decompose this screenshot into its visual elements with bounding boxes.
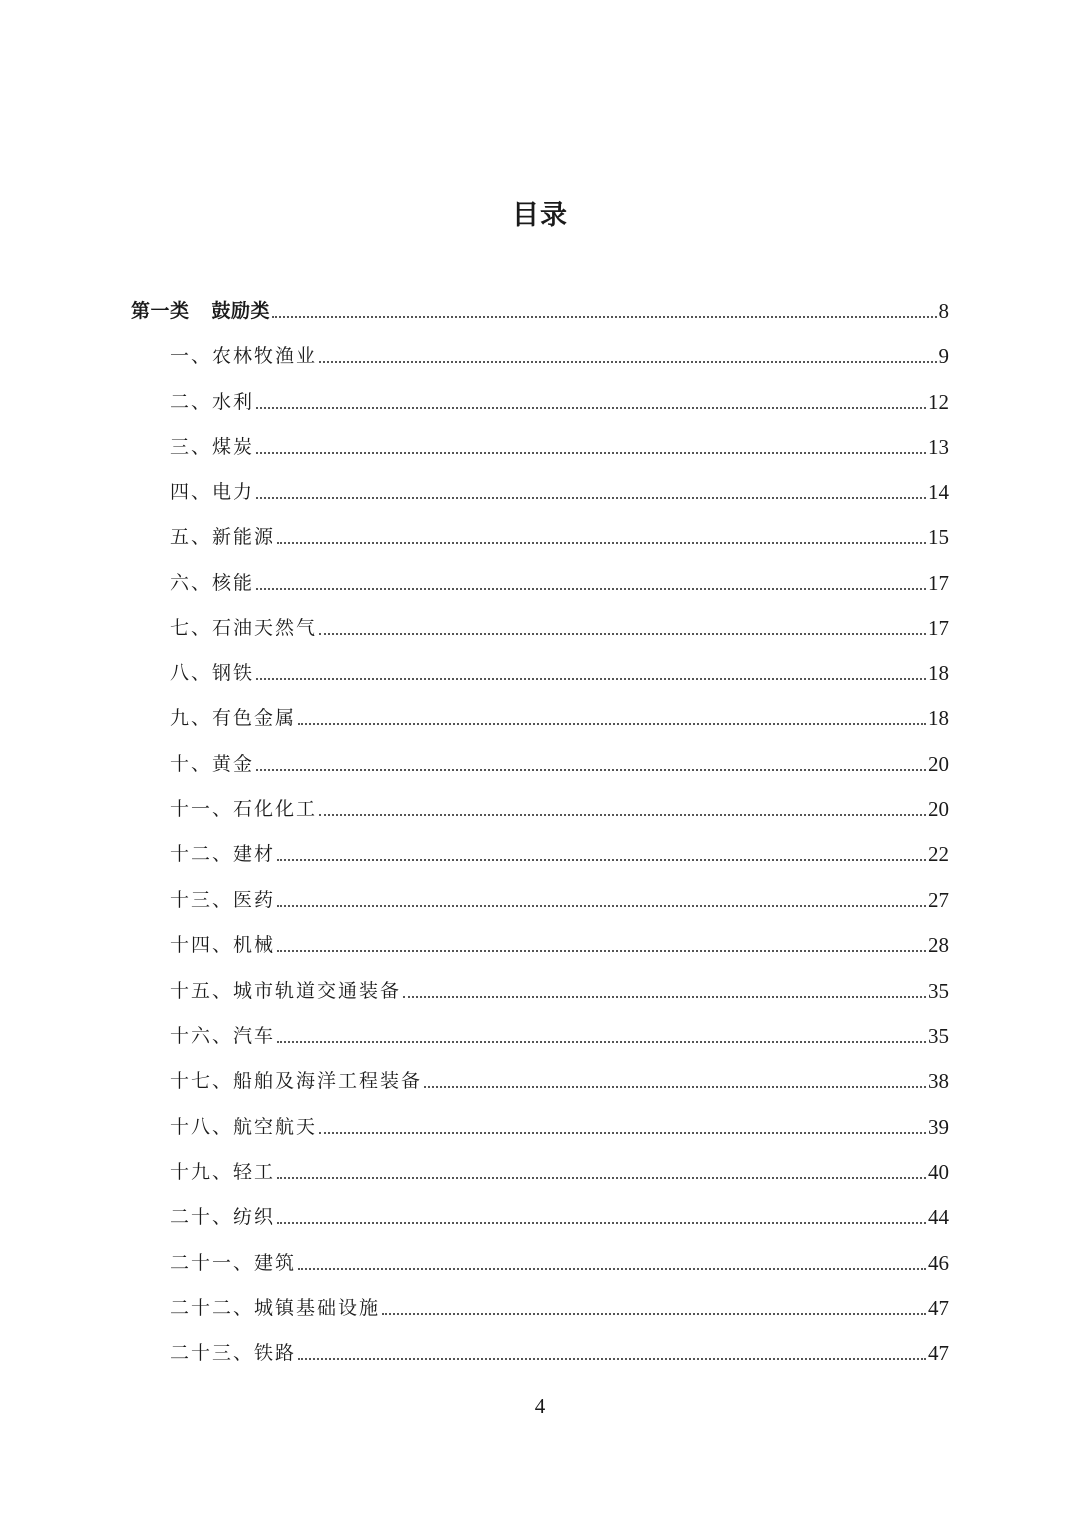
toc-page-number: 17 — [928, 616, 949, 640]
toc-leader-dots — [298, 1267, 926, 1270]
toc-entry[interactable] — [170, 388, 949, 416]
toc-entry-label: 十七、船舶及海洋工程装备 — [170, 1070, 423, 1092]
toc-leader-dots — [277, 949, 926, 952]
toc-entry[interactable] — [170, 840, 949, 868]
toc-entry-label: 十五、城市轨道交通装备 — [170, 980, 402, 1002]
toc-page-number: 20 — [928, 797, 949, 821]
toc-entry[interactable] — [170, 977, 949, 1005]
toc-entry-label: 十二、建材 — [170, 843, 276, 865]
toc-entry-label: 二、水利 — [170, 391, 255, 413]
toc-entry-label: 十三、医药 — [170, 889, 276, 911]
toc-section-number: 第一类 — [131, 300, 190, 322]
toc-entry[interactable] — [170, 1339, 949, 1367]
toc-entry-label: 十六、汽车 — [170, 1025, 276, 1047]
toc-page-number: 35 — [928, 1024, 949, 1048]
toc-page-number: 12 — [928, 390, 949, 414]
toc-page-number: 39 — [928, 1115, 949, 1139]
toc-entry-label: 二十、纺织 — [170, 1206, 276, 1228]
page-title: 目录 — [512, 200, 568, 231]
toc-leader-dots — [382, 1312, 926, 1315]
toc-section-title: 鼓励类 — [211, 300, 271, 322]
toc-entry[interactable] — [170, 342, 949, 370]
toc-page-number: 27 — [928, 888, 949, 912]
toc-page-number: 20 — [928, 752, 949, 776]
toc-entry[interactable] — [170, 795, 949, 823]
toc-leader-dots — [277, 1040, 926, 1043]
toc-entry[interactable] — [170, 569, 949, 597]
toc-leader-dots — [319, 360, 936, 363]
toc-leader-dots — [256, 677, 926, 680]
toc-page-number: 22 — [928, 842, 949, 866]
toc-leader-dots — [277, 541, 926, 544]
toc-leader-dots — [256, 496, 926, 499]
toc-entry[interactable] — [170, 478, 949, 506]
toc-leader-dots — [256, 406, 926, 409]
toc-leader-dots — [277, 1221, 926, 1224]
toc-leader-dots — [277, 1176, 926, 1179]
toc-entry[interactable] — [170, 1203, 949, 1231]
toc-leader-dots — [403, 995, 926, 998]
toc-section-heading[interactable] — [131, 297, 949, 325]
toc-entry[interactable] — [170, 614, 949, 642]
toc-entry-label: 七、石油天然气 — [170, 617, 318, 639]
toc-entry-label: 十、黄金 — [170, 753, 255, 775]
toc-entry[interactable] — [170, 1022, 949, 1050]
toc-page-number: 14 — [928, 480, 949, 504]
toc-entry[interactable] — [170, 659, 949, 687]
toc-leader-dots — [256, 768, 926, 771]
toc-page-number: 13 — [928, 435, 949, 459]
toc-leader-dots — [277, 904, 926, 907]
toc-entry-label: 五、新能源 — [170, 526, 276, 548]
toc-page-number: 47 — [928, 1341, 949, 1365]
toc-entry-label: 一、农林牧渔业 — [170, 345, 318, 367]
toc-entry[interactable] — [170, 1067, 949, 1095]
toc-page-number: 18 — [928, 661, 949, 685]
toc-page-number: 28 — [928, 933, 949, 957]
toc-leader-dots — [256, 587, 926, 590]
toc-section-label — [131, 297, 270, 325]
toc-entry-label: 二十一、建筑 — [170, 1252, 297, 1274]
toc-leader-dots — [256, 451, 926, 454]
toc-entry-label: 十四、机械 — [170, 934, 276, 956]
toc-entry-label: 八、钢铁 — [170, 662, 255, 684]
toc-entry-label: 九、有色金属 — [170, 707, 297, 729]
toc-leader-dots — [319, 813, 926, 816]
toc-leader-dots — [319, 1131, 926, 1134]
toc-entry[interactable] — [170, 433, 949, 461]
toc-entry[interactable] — [170, 886, 949, 914]
toc-entry-label: 二十二、城镇基础设施 — [170, 1297, 381, 1319]
toc-page-number: 17 — [928, 571, 949, 595]
toc-entry-label: 十九、轻工 — [170, 1161, 276, 1183]
toc-leader-dots — [298, 722, 926, 725]
toc-leader-dots — [277, 858, 926, 861]
toc-entry-label: 四、电力 — [170, 481, 255, 503]
toc-entry[interactable] — [170, 1249, 949, 1277]
toc-entry[interactable] — [170, 750, 949, 778]
toc-page-number: 8 — [938, 299, 949, 323]
toc-page-number: 15 — [928, 525, 949, 549]
toc-leader-dots — [272, 315, 936, 318]
toc-entry[interactable] — [170, 523, 949, 551]
toc-page-number: 44 — [928, 1205, 949, 1229]
toc-page-number: 38 — [928, 1069, 949, 1093]
toc-entry-label: 十一、石化化工 — [170, 798, 318, 820]
toc-entry-label: 十八、航空航天 — [170, 1116, 318, 1138]
toc-entry[interactable] — [170, 1113, 949, 1141]
toc-entry-label: 三、煤炭 — [170, 436, 255, 458]
toc-entry[interactable] — [170, 1158, 949, 1186]
toc-leader-dots — [298, 1357, 926, 1360]
toc-entry-label: 二十三、铁路 — [170, 1342, 297, 1364]
toc-entry-label: 六、核能 — [170, 572, 255, 594]
toc-page-number: 40 — [928, 1160, 949, 1184]
toc-page-number: 46 — [928, 1251, 949, 1275]
toc-page-number: 35 — [928, 979, 949, 1003]
page-footer-number: 4 — [534, 1394, 546, 1418]
toc-leader-dots — [424, 1085, 926, 1088]
toc-entry[interactable] — [170, 704, 949, 732]
toc-page-number: 9 — [938, 344, 949, 368]
toc-page-number: 18 — [928, 706, 949, 730]
toc-leader-dots — [319, 632, 926, 635]
toc-entry[interactable] — [170, 1294, 949, 1322]
toc-entry[interactable] — [170, 931, 949, 959]
toc-page-number: 47 — [928, 1296, 949, 1320]
